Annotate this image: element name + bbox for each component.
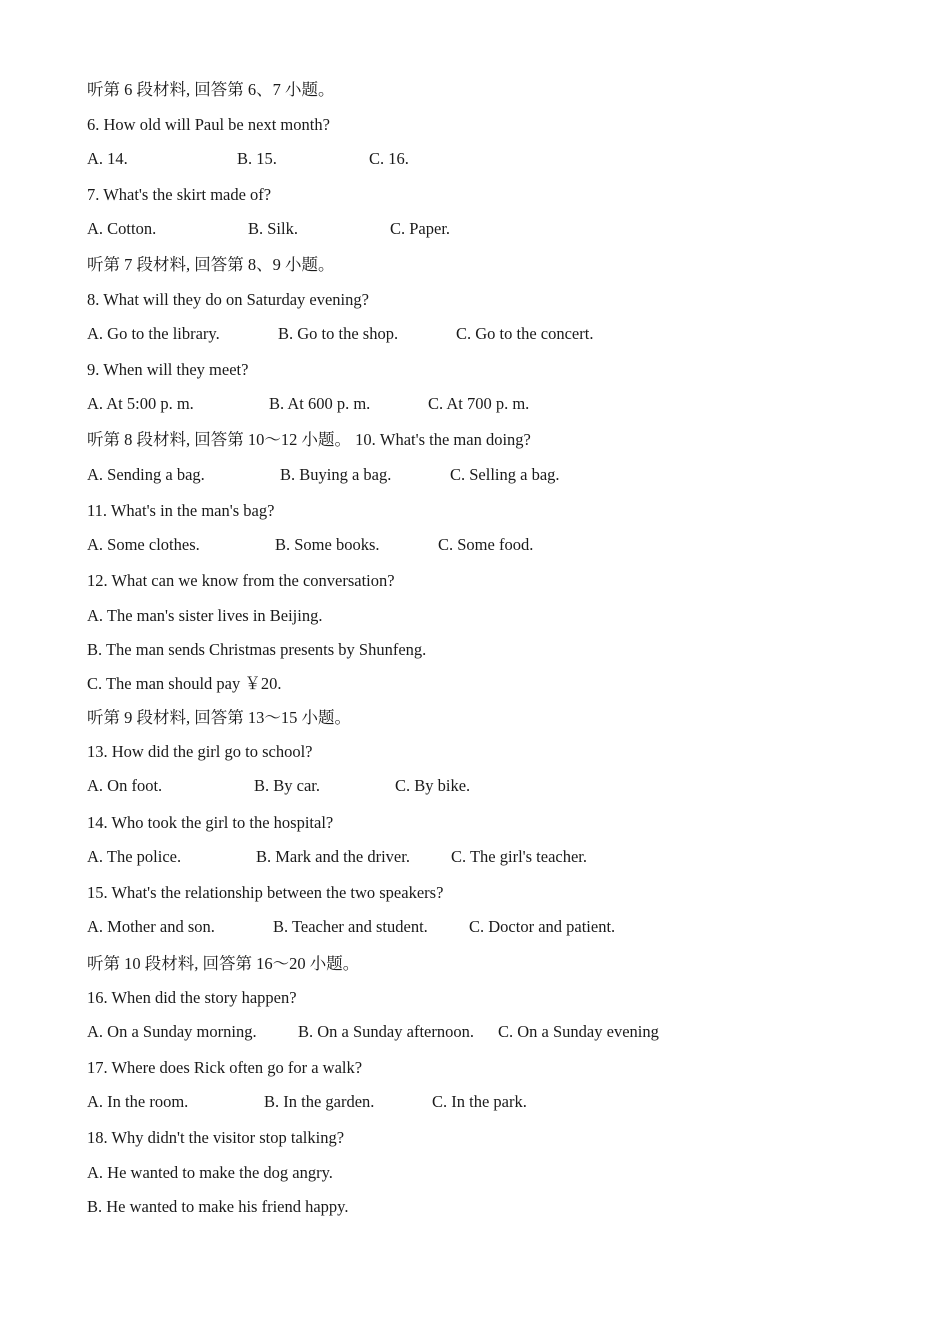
question-12: 12. What can we know from the conversation? [87, 571, 395, 590]
question-17: 17. Where does Rick often go for a walk? [87, 1058, 363, 1077]
q9-option-c: C. At 700 p. m. [428, 394, 530, 413]
q18-option-a: A. He wanted to make the dog angry. [87, 1163, 333, 1182]
q12-option-c: C. The man should pay ￥20. [87, 674, 282, 693]
q11-option-a: A. Some clothes. [87, 535, 200, 554]
q11-option-c: C. Some food. [438, 535, 534, 554]
q13-option-c: C. By bike. [395, 776, 471, 795]
q15-option-c: C. Doctor and patient. [469, 917, 616, 936]
q16-option-a: A. On a Sunday morning. [87, 1022, 257, 1041]
q16-option-b: B. On a Sunday afternoon. [298, 1022, 474, 1041]
section-heading: 听第 7 段材料, 回答第 8、9 小题。 [87, 255, 335, 274]
q11-option-b: B. Some books. [275, 535, 380, 554]
q7-option-a: A. Cotton. [87, 219, 157, 238]
q8-option-b: B. Go to the shop. [278, 324, 399, 343]
q9-option-a: A. At 5:00 p. m. [87, 394, 194, 413]
q17-option-c: C. In the park. [432, 1092, 527, 1111]
section-heading: 听第 10 段材料, 回答第 16～20 小题。 [87, 954, 360, 973]
q8-option-c: C. Go to the concert. [456, 324, 594, 343]
q15-option-a: A. Mother and son. [87, 917, 215, 936]
q16-option-c: C. On a Sunday evening [498, 1022, 659, 1041]
q9-option-b: B. At 600 p. m. [269, 394, 371, 413]
q10-option-a: A. Sending a bag. [87, 465, 205, 484]
question-7: 7. What's the skirt made of? [87, 185, 272, 204]
q12-option-a: A. The man's sister lives in Beijing. [87, 606, 323, 625]
q13-option-a: A. On foot. [87, 776, 163, 795]
q13-option-b: B. By car. [254, 776, 320, 795]
q17-option-a: A. In the room. [87, 1092, 189, 1111]
q7-option-b: B. Silk. [248, 219, 298, 238]
q14-option-c: C. The girl's teacher. [451, 847, 588, 866]
q12-option-b: B. The man sends Christmas presents by Shunfeng. [87, 640, 427, 659]
question-9: 9. When will they meet? [87, 360, 249, 379]
question-11: 11. What's in the man's bag? [87, 501, 275, 520]
q10-option-b: B. Buying a bag. [280, 465, 392, 484]
section-heading: 听第 8 段材料, 回答第 10～12 小题。 10. What's the man doing? [87, 430, 531, 449]
q7-option-c: C. Paper. [390, 219, 451, 238]
q14-option-a: A. The police. [87, 847, 182, 866]
q17-option-b: B. In the garden. [264, 1092, 375, 1111]
section-heading: 听第 9 段材料, 回答第 13～15 小题。 [87, 708, 351, 727]
question-13: 13. How did the girl go to school? [87, 742, 313, 761]
q14-option-b: B. Mark and the driver. [256, 847, 410, 866]
question-16: 16. When did the story happen? [87, 988, 297, 1007]
q18-option-b: B. He wanted to make his friend happy. [87, 1197, 349, 1216]
q6-option-b: B. 15. [237, 149, 277, 168]
q10-option-c: C. Selling a bag. [450, 465, 560, 484]
question-8: 8. What will they do on Saturday evening? [87, 290, 369, 309]
section-heading: 听第 6 段材料, 回答第 6、7 小题。 [87, 80, 335, 99]
question-14: 14. Who took the girl to the hospital? [87, 813, 334, 832]
question-6: 6. How old will Paul be next month? [87, 115, 330, 134]
q6-option-a: A. 14. [87, 149, 128, 168]
question-18: 18. Why didn't the visitor stop talking? [87, 1128, 345, 1147]
q15-option-b: B. Teacher and student. [273, 917, 428, 936]
question-15: 15. What's the relationship between the two speakers? [87, 883, 444, 902]
q6-option-c: C. 16. [369, 149, 409, 168]
q8-option-a: A. Go to the library. [87, 324, 220, 343]
